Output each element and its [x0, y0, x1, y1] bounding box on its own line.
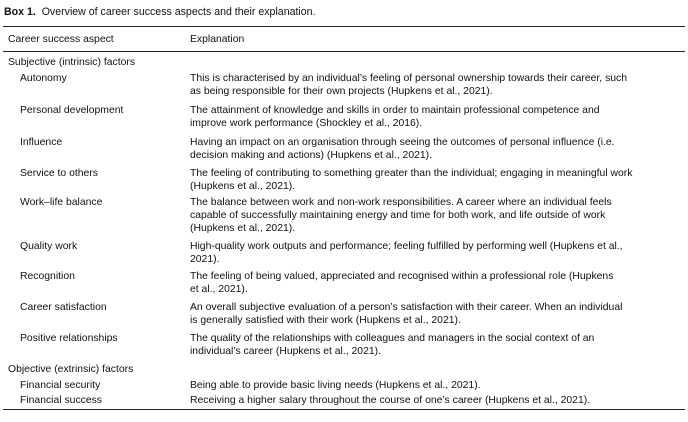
- column-header-aspect: Career success aspect: [8, 34, 114, 45]
- row-explanation: [190, 270, 680, 296]
- section-title-objective: Objective (extrinsic) factors: [8, 364, 134, 375]
- header-rule: [3, 51, 685, 52]
- explanation-line: High-quality work outputs and performance; feeling fulfilled by performing well (Hupkens et al.,: [190, 241, 623, 252]
- row-aspect: Influence: [20, 137, 63, 148]
- row-explanation: [190, 104, 680, 130]
- explanation-line: The balance between work and non-work responsibilities. A career where an individual feels: [190, 197, 612, 208]
- explanation-line: decision making and actions) (Hupkens et al., 2021).: [190, 150, 433, 161]
- table-caption: [4, 6, 316, 19]
- explanation-line: The attainment of knowledge and skills in order to maintain professional competence and: [190, 105, 600, 116]
- explanation-line: Having an impact on an organisation through seeing the outcomes of personal influence (i.e.: [190, 137, 615, 148]
- explanation-line: (Hupkens et al., 2021).: [190, 181, 296, 192]
- explanation-line: as being responsible for their own projects (Hupkens et al., 2021).: [190, 86, 493, 97]
- explanation-line: 2021).: [190, 254, 220, 265]
- explanation-line: et al., 2021).: [190, 284, 248, 295]
- explanation-line: (Hupkens et al., 2021).: [190, 223, 296, 234]
- explanation-line: improve work performance (Shockley et al., 2016).: [190, 118, 423, 129]
- row-explanation: [190, 240, 680, 266]
- row-aspect: Financial success: [20, 395, 103, 406]
- explanation-line: individual’s career (Hupkens et al., 2021).: [190, 346, 381, 357]
- explanation-line: An overall subjective evaluation of a person’s satisfaction with their career. When an individual: [190, 302, 623, 313]
- row-explanation: [190, 379, 680, 392]
- bottom-rule: [3, 409, 685, 410]
- explanation-line: The feeling of being valued, appreciated and recognised within a professional role (Hupkens: [190, 271, 614, 282]
- top-rule: [3, 26, 685, 27]
- row-aspect: Financial security: [20, 380, 101, 391]
- row-explanation: [190, 167, 680, 193]
- row-explanation: [190, 72, 680, 98]
- row-aspect: Recognition: [20, 271, 75, 282]
- row-explanation: [190, 301, 680, 327]
- row-aspect: Positive relationships: [20, 333, 118, 344]
- explanation-line: capable of successfully maintaining energy and time for both work, and life outside of work: [190, 210, 606, 221]
- row-aspect: Work–life balance: [20, 197, 103, 208]
- caption-label: Box 1.: [4, 6, 36, 18]
- row-aspect: Autonomy: [20, 73, 67, 84]
- caption-title: Overview of career success aspects and their explanation.: [41, 6, 316, 18]
- row-explanation: [190, 136, 680, 162]
- row-explanation: [190, 394, 680, 407]
- row-aspect: Career satisfaction: [20, 302, 107, 313]
- row-aspect: Quality work: [20, 241, 78, 252]
- explanation-line: The quality of the relationships with colleagues and managers in the social context of an: [190, 333, 595, 344]
- column-header-explanation: Explanation: [190, 34, 245, 45]
- row-explanation: [190, 196, 680, 235]
- section-title-subjective: Subjective (intrinsic) factors: [8, 57, 136, 68]
- row-aspect: Service to others: [20, 168, 98, 179]
- explanation-line: Being able to provide basic living needs (Hupkens et al., 2021).: [190, 380, 481, 391]
- row-explanation: [190, 332, 680, 358]
- explanation-line: The feeling of contributing to something greater than the individual; engaging in meaningful work: [190, 168, 633, 179]
- explanation-line: is generally satisfied with their work (Hupkens et al., 2021).: [190, 315, 461, 326]
- explanation-line: Receiving a higher salary throughout the course of one’s career (Hupkens et al., 2021).: [190, 395, 591, 406]
- row-aspect: Personal development: [20, 105, 124, 116]
- explanation-line: This is characterised by an individual’s feeling of personal ownership towards their career, such: [190, 73, 628, 84]
